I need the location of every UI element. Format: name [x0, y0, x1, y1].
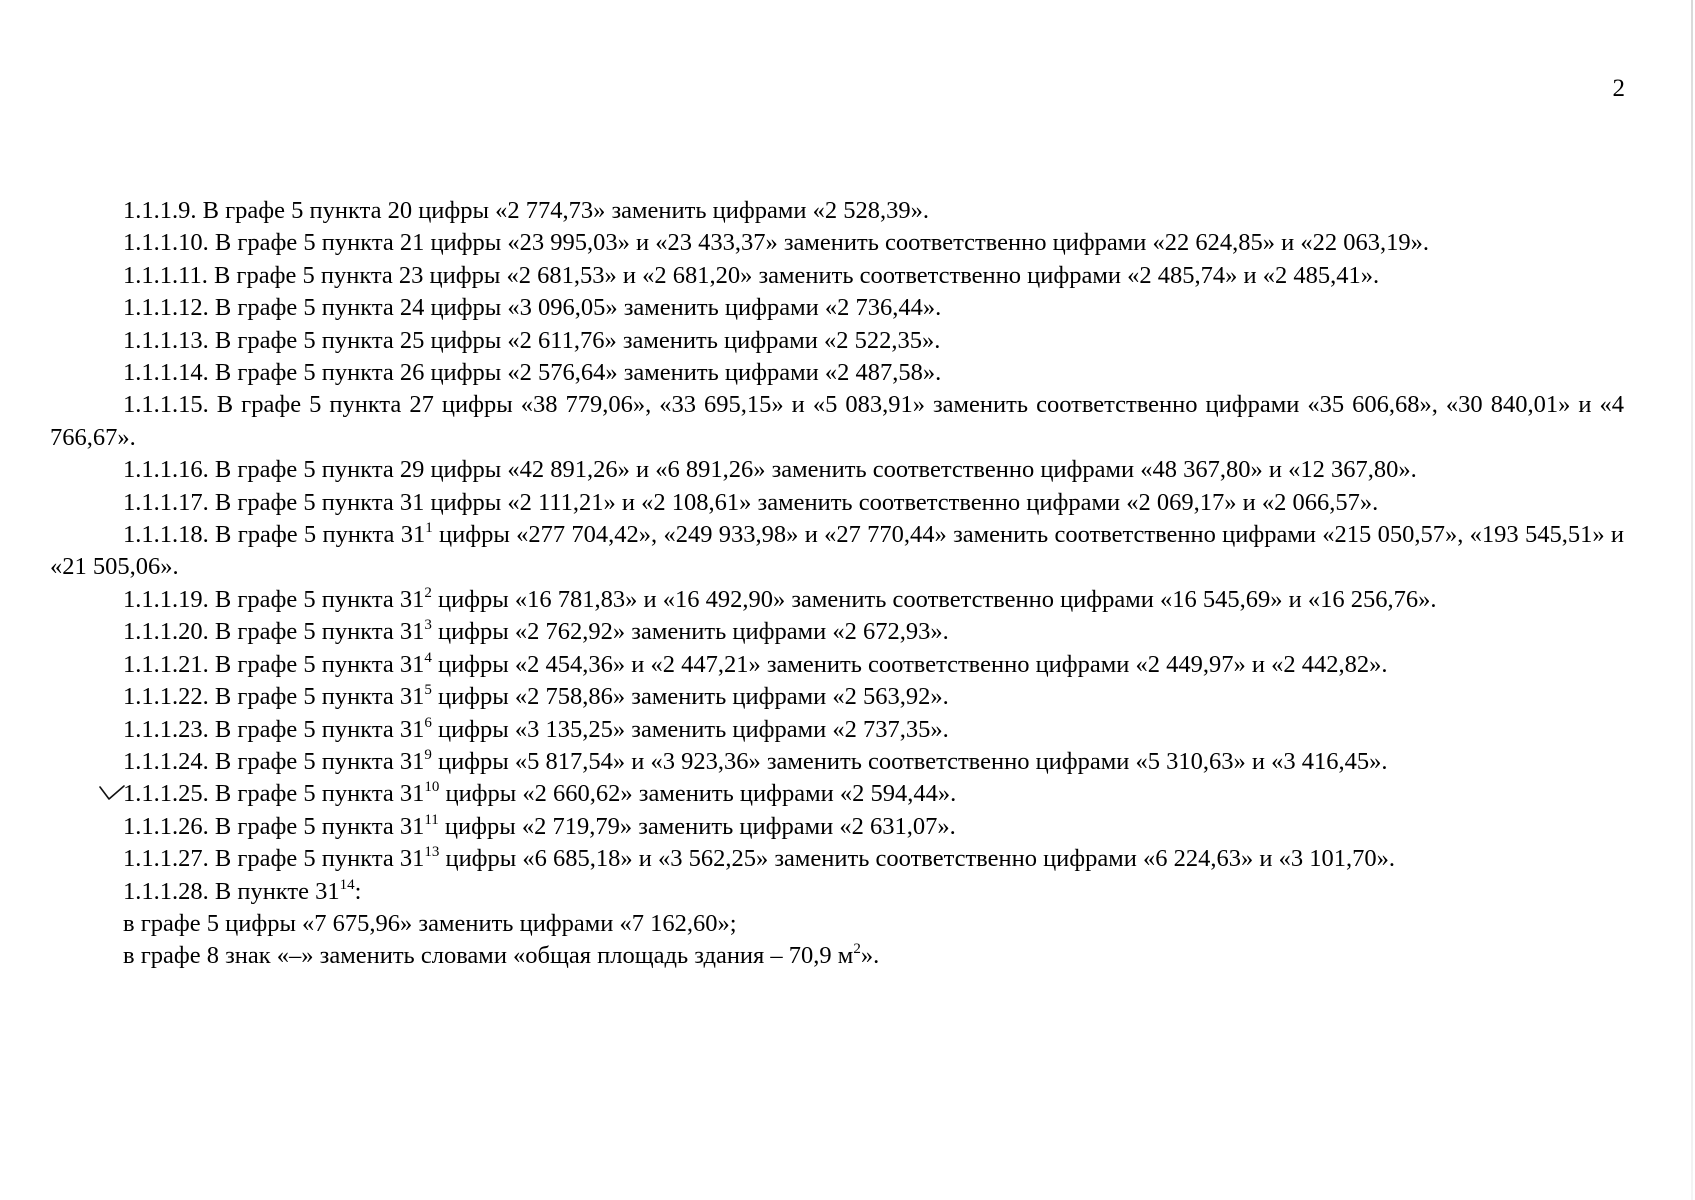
paragraph-text: цифры «3 135,25» заменить цифрами «2 737,35». [431, 715, 949, 743]
amendment-paragraph [50, 649, 1624, 681]
amendment-paragraph [50, 876, 1624, 908]
amendment-paragraph [50, 746, 1624, 778]
paragraph-text: цифры «6 685,18» и «3 562,25» заменить соответственно цифрами «6 224,63» и «3 101,70». [439, 845, 1396, 873]
superscript-index: 2 [424, 584, 432, 601]
superscript-index: 13 [424, 844, 440, 861]
paragraph-text: 1.1.1.13. В графе 5 пункта 25 цифры «2 611,76» заменить цифрами «2 522,35». [123, 326, 941, 354]
amendment-paragraph [50, 714, 1624, 746]
paragraph-text: 1.1.1.9. В графе 5 пункта 20 цифры «2 774,73» заменить цифрами «2 528,39». [123, 197, 929, 224]
paragraph-text: 1.1.1.24. В графе 5 пункта 31 [123, 747, 425, 775]
amendment-paragraph [50, 519, 1624, 584]
amendment-paragraph [50, 292, 1624, 324]
paragraph-text: цифры «2 454,36» и «2 447,21» заменить соответственно цифрами «2 449,97» и «2 442,82». [431, 650, 1388, 678]
paragraph-text: в графе 5 цифры «7 675,96» заменить цифрами «7 162,60»; [123, 909, 737, 937]
page-number: 2 [1612, 75, 1625, 102]
superscript-index: 11 [424, 811, 439, 828]
superscript-index: 1 [425, 520, 433, 537]
amendment-paragraph [50, 940, 1624, 972]
paragraph-text: цифры «2 660,62» заменить цифрами «2 594,44». [439, 780, 957, 808]
superscript-index: 9 [424, 746, 432, 763]
paragraph-text: 1.1.1.20. В графе 5 пункта 31 [123, 618, 425, 646]
paragraph-text: 1.1.1.25. В графе 5 пункта 31 [123, 780, 425, 808]
paragraph-text: 1.1.1.14. В графе 5 пункта 26 цифры «2 576,64» заменить цифрами «2 487,58». [123, 359, 942, 387]
amendment-paragraph [50, 487, 1624, 519]
paragraph-text: 1.1.1.11. В графе 5 пункта 23 цифры «2 681,53» и «2 681,20» заменить соответственно цифрами «2 485,74» и «2 485,41». [123, 261, 1380, 289]
amendment-paragraph [50, 227, 1624, 259]
paragraph-text: 1.1.1.23. В графе 5 пункта 31 [123, 715, 425, 743]
amendment-paragraph [50, 811, 1624, 843]
amendment-paragraph [50, 454, 1624, 486]
amendment-paragraph [50, 584, 1624, 616]
paragraph-text: ». [860, 942, 880, 970]
paragraph-text: 1.1.1.28. В пункте 31 [123, 877, 340, 905]
superscript-index: 4 [424, 649, 432, 666]
paragraph-text: 1.1.1.12. В графе 5 пункта 24 цифры «3 096,05» заменить цифрами «2 736,44». [123, 294, 942, 322]
amendment-paragraph [50, 843, 1624, 875]
paragraph-text: 1.1.1.21. В графе 5 пункта 31 [123, 650, 425, 678]
superscript-index: 3 [424, 617, 432, 634]
superscript-index: 14 [339, 876, 355, 893]
amendment-paragraph [50, 908, 1624, 940]
paragraph-text: 1.1.1.18. В графе 5 пункта 31 [123, 521, 426, 549]
paragraph-text: 1.1.1.17. В графе 5 пункта 31 цифры «2 111,21» и «2 108,61» заменить соответственно цифрами «2 069,17» и «2 066,57». [123, 488, 1379, 516]
paragraph-text: 1.1.1.10. В графе 5 пункта 21 цифры «23 995,03» и «23 433,37» заменить соответственно цифрами «22 624,85» и «22 063,19». [123, 229, 1430, 257]
paragraph-text: цифры «2 762,92» заменить цифрами «2 672,93». [431, 618, 949, 646]
amendment-paragraph [50, 260, 1624, 292]
paragraph-text: цифры «16 781,83» и «16 492,90» заменить соответственно цифрами «16 545,69» и «16 256,76». [431, 585, 1437, 613]
amendment-paragraph [50, 681, 1624, 713]
handwritten-checkmark-icon [99, 784, 125, 802]
superscript-index: 2 [853, 941, 861, 958]
amendment-paragraph [50, 325, 1624, 357]
paragraph-text: цифры «2 758,86» заменить цифрами «2 563,92». [431, 683, 949, 711]
paragraph-text: цифры «2 719,79» заменить цифрами «2 631,07». [438, 812, 956, 840]
amendment-paragraph [50, 778, 1624, 810]
document-body [50, 195, 1624, 973]
paragraph-text: 1.1.1.15. В графе 5 пункта 27 цифры «38 779,06», «33 695,15» и «5 083,91» заменить соответственно цифрами «35 606,68», «30 840,01» и «4 766,67». [50, 391, 1624, 451]
paragraph-text: 1.1.1.26. В графе 5 пункта 31 [123, 812, 425, 840]
superscript-index: 6 [424, 714, 432, 731]
amendment-paragraph [50, 195, 1624, 227]
amendment-paragraph [50, 616, 1624, 648]
paragraph-text: 1.1.1.27. В графе 5 пункта 31 [123, 845, 425, 873]
paragraph-text: цифры «277 704,42», «249 933,98» и «27 770,44» заменить соответственно цифрами «215 050,57», «193 545,51» и «21 505,06». [50, 521, 1624, 581]
amendment-paragraph [50, 389, 1624, 454]
paragraph-text: цифры «5 817,54» и «3 923,36» заменить соответственно цифрами «5 310,63» и «3 416,45». [431, 747, 1388, 775]
paragraph-text: 1.1.1.19. В графе 5 пункта 31 [123, 585, 425, 613]
paragraph-text: 1.1.1.16. В графе 5 пункта 29 цифры «42 891,26» и «6 891,26» заменить соответственно цифрами «48 367,80» и «12 367,80». [123, 456, 1417, 484]
amendment-paragraph [50, 357, 1624, 389]
scan-edge [1691, 0, 1693, 1200]
superscript-index: 10 [424, 779, 440, 796]
superscript-index: 5 [424, 682, 432, 699]
paragraph-text: : [354, 877, 362, 905]
paragraph-text: в графе 8 знак «–» заменить словами «общая площадь здания – 70,9 м [123, 942, 854, 970]
paragraph-text: 1.1.1.22. В графе 5 пункта 31 [123, 683, 425, 711]
